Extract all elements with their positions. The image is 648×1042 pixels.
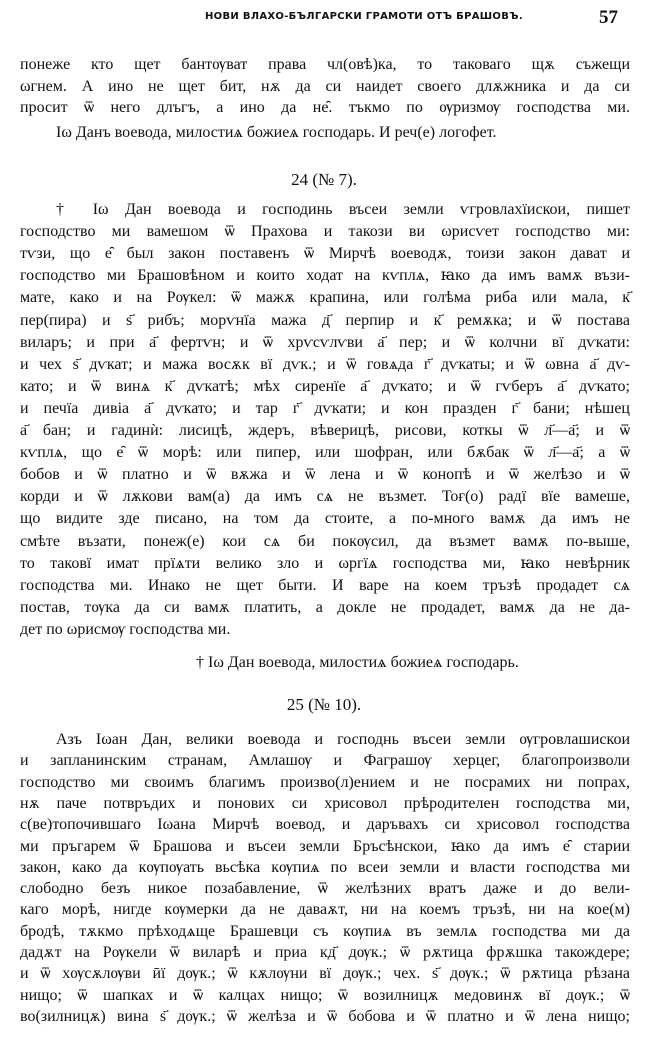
text-line: нищо; ѿ шапках и ѿ калцах нищо; ѿ возилницѫ медовинѫ вї дѹк.; ѿ (20, 986, 630, 1004)
text-line: бродѣ, тѫкмо прѣходѧще Брашевци съ кѹпиѧ въ землѧ господства ми да (20, 922, 630, 940)
text-line: ми пръгарем ѿ Брашова и въсеи земли Бръсѣнскои, ꙗко да имъ е̑ старии (20, 837, 630, 855)
running-header (0, 9, 648, 27)
text-line: господство ми своимъ благимъ произво(л)ением и не посрамих ни попрах, (20, 773, 630, 791)
text-line: кѵплѧ, що е̑ ѿ морѣ: или пипер, или шофран, или бѫбак ѿ л҃—а҃; а ѿ (20, 444, 630, 462)
text-line: Азъ Iωан Дан, велики воевода и господнь въсеи земли ѹгровлашискои (56, 731, 630, 748)
document-24-title: 24 (№ 7). (291, 170, 357, 189)
text-line: смѣте възати, понеж(е) кои сѧ би покѹсил, да възмет вамѫ по-выше, (20, 532, 630, 550)
text-line: тѵзи, що е̑ был закон поставенъ ѿ Мирчѣ воеводѫ, тоизи закон дават и (20, 245, 630, 263)
text-line: господство ми Брашовѣном и които ходат на кѵплѧ, ꙗко да имъ вамѫ възи- (20, 267, 630, 285)
text-line: просит ѿ него длъгъ, а ино да не̑. тъкмо по ѹризмѹ господства ми. (20, 99, 630, 116)
text-line: що видите зде писано, на том да стоите, а по-много вамѫ да имъ не (20, 510, 630, 528)
text-line: то таковї имат прїѧти велико зло и ωргїѧ господства ми, ꙗко невѣрник (20, 554, 630, 572)
text-line: дет по ωрисмѹ господства ми. (20, 620, 231, 638)
text-line: мате, како и на Рѹкел: ѿ мажѫ крапина, или голѣма риба или мала, к҃ (20, 289, 630, 307)
text-line: и запланинским странам, Амлашѹ и Фаграшѹ херцег, благопроизволи (20, 752, 630, 770)
text-line: бобов и ѿ платно и ѿ вѫжа и ѿ лена и ѿ конопѣ и ѿ желѣзо и ѿ (20, 466, 630, 484)
text-line: и ѿ хѹсѫлѹви ӣї дѹк.; ѿ кѫлѹни вї дѹк.; чех. ѕ҃ дѹк.; ѿ рѫтица рѣзана (20, 965, 630, 983)
text-line: во(зилницѫ) вина ѕ҃ дѹк.; ѿ желѣза и ѿ бобова и ѿ платно и ѿ лена нищо; (20, 1007, 630, 1025)
signature-previous-document: Iω Данъ воевода, милостиѧ божиеѧ господарь. И реч(е) логофет. (56, 124, 497, 141)
document-25-title: 25 (№ 10). (286, 695, 362, 714)
text-line: слободно безъ никое позабавление, ѿ желѣзних вратъ даже и до вели- (20, 880, 630, 898)
document-24-signature: † Iω Дан воевода, милостиѧ божиеѧ господарь. (196, 654, 519, 671)
text-line: като; и ѿ винѧ к҃ дѵкатѣ; мѣх сиренїе а҃ дѵкато; и ѿ гѵберъ а҃ дѵкато; (20, 377, 630, 395)
text-line: господства ми. Инако не щет быти. И варе на коем тръзѣ продадет сѧ (20, 576, 630, 594)
text-line: закон, како да кѹпѹать вьсѣка кѹпиѧ по всеи земли и власти господства ми (20, 858, 630, 876)
text-line: понеже кто щет бантѹват права чл(овѣ)ка, то таковаго щѫ съжещи (20, 56, 630, 73)
running-title: НОВИ ВЛАХО-БЪЛГАРСКИ ГРАМОТИ ОТЪ БРАШОВЪ. (205, 11, 523, 22)
text-line: дадѫт на Рѹкели ѿ виларѣ и приа кд҃ дѹк.; ѿ рѫтица фрѫшка такождере; (20, 944, 630, 961)
text-line: ωгнем. А ино не щет бит, нѫ да си наидет своего длѫжника и да си (20, 77, 630, 95)
text-line: господство ми вамешом ѿ Прахова и такози ви ωрисѵет господство ми: (20, 223, 630, 241)
text-line: пер(пира) и ѕ҃ рибъ; морѵнїа мажа д҃ перпир и к҃ ремѫка; и ѿ постава (20, 311, 630, 329)
text-line: корди и ѿ лѫкови вам(а) да имъ сѧ не възмет. Тоғ(о) радї вїе вамеше, (20, 488, 630, 506)
text-line: нѫ паче потвръдих и понових си хрисовол прѣродителен господства ми, (20, 794, 630, 812)
text-line: а҃ бан; и гадинѝ: лисицѣ, ждеръ, вѣверицѣ, рисови, коткы ѿ л҃—а҃; и ѿ (20, 422, 630, 439)
text-line: † Iω Дан воевода и господинь въсеи земли ѵгровлахїискои, пишет (56, 201, 630, 218)
text-line: каго морѣ, нигде кѹмерки да не даваѫт, ни на коемъ тръзѣ, ни на кое(м) (20, 901, 630, 919)
page-number: 57 (599, 7, 618, 28)
text-line: и чех ѕ҃ дѵкат; и мажа восѫк вї дѵк.; и ѿ говѧда г҃ дѵкаты; и ѿ ωвна а҃ дѵ- (20, 355, 630, 373)
text-line: и печїа дивіа а҃ дѵкато; и тар г҃ дѵкати; и кон празден г҃ бани; нѣшец (20, 399, 630, 417)
text-line: виларъ; и при а҃ фертѵн; и ѿ хрѵсѵлѵви а҃ пер; и ѿ колчни вї дѵкати: (20, 333, 630, 351)
text-line: постав, тѹка да си вамѫ платить, а докле не продадет, вамѫ да не да- (20, 598, 630, 616)
text-line: с(ве)топочившаго Iωана Мирчѣ воевод, и даръвахъ си хрисовол господства (20, 816, 630, 834)
